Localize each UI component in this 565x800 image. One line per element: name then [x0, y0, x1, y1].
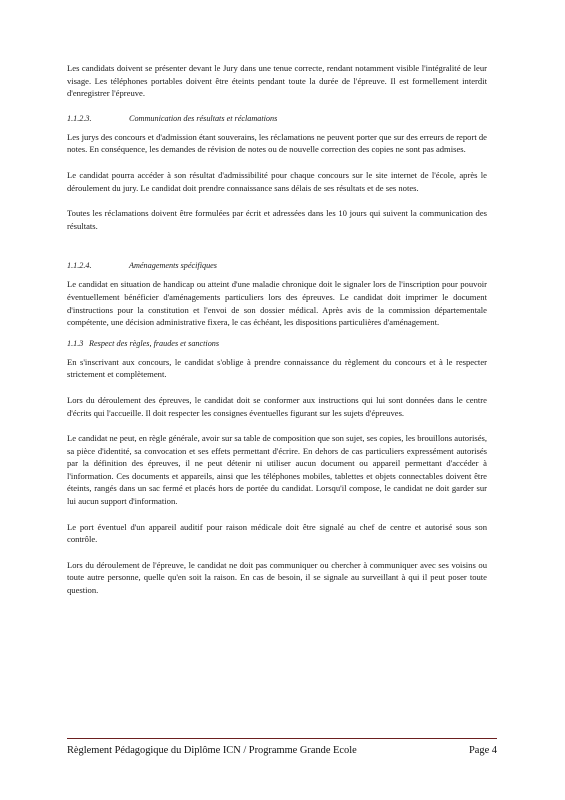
section-heading-regles — [67, 338, 487, 350]
paragraph-inscription: En s'inscrivant aux concours, le candidat s'oblige à prendre connaissance du règlement du concours et à le respecter strictement et complètement. — [67, 356, 487, 380]
section-heading-amenagements — [67, 260, 487, 272]
section-title: Communication des résultats et réclamations — [129, 113, 278, 123]
footer-title: Règlement Pédagogique du Diplôme ICN / Programme Grande Ecole — [67, 745, 357, 756]
page-number: Page 4 — [469, 745, 497, 756]
section-number: 1.1.3 — [67, 338, 84, 348]
document-body — [67, 62, 487, 597]
section-title: Respect des règles, fraudes et sanctions — [89, 338, 220, 348]
paragraph-reclamations: Les jurys des concours et d'admission étant souverains, les réclamations ne peuvent porter que sur des erreurs de report de notes. En conséquence, les demandes de révision de notes ou de nouvelle correction des copies ne sont pas admises. — [67, 131, 487, 155]
section-number: 1.1.2.4. — [67, 261, 92, 271]
paragraph-table-composition: Le candidat ne peut, en règle générale, avoir sur sa table de composition que son sujet, ses copies, les brouillons autorisés, sa pièce d'identité, sa convocation et ses effets permettant d'écrire. En dehors de cas particuliers expressément autorisés par la définition des épreuves, il ne peut détenir ni utiliser aucun document ou appareil permettant d'accéder à l'information. Ces documents et appareils, ainsi que les téléphones mobiles, tablettes et objets connectables doivent être éteints, rangés dans un sac fermé et placés hors de portée du candidat. Lorsqu'il compose, le candidat ne doit garder sur lui aucun support d'information. — [67, 433, 487, 507]
footer-divider — [67, 738, 497, 739]
paragraph-acces-resultat: Le candidat pourra accéder à son résultat d'admissibilité pour chaque concours sur le site internet de l'école, après le déroulement du jury. Le candidat doit prendre connaissance sans délais de ses résultats et de ses notes. — [67, 169, 487, 193]
section-title: Aménagements spécifiques — [129, 261, 217, 271]
paragraph-delai-reclamations: Toutes les réclamations doivent être formulées par écrit et adressées dans les 10 jours qui suivent la communication des résultats. — [67, 208, 487, 231]
paragraph-tenue: Les candidats doivent se présenter devant le Jury dans une tenue correcte, rendant notamment visible l'intégralité de leur visage. Les téléphones portables doivent être éteints pendant toute la durée de l'épreuve. Il est formellement interdit d'enregistrer l'épreuve. — [67, 63, 487, 99]
paragraph-appareil-auditif: Le port éventuel d'un appareil auditif pour raison médicale doit être signalé au chef de centre et autorisé sous son contrôle. — [67, 521, 487, 545]
paragraph-communication: Lors du déroulement de l'épreuve, le candidat ne doit pas communiquer ou chercher à communiquer avec ses voisins ou toute autre personne, quelle qu'en soit la raison. En cas de besoin, il se signale au surveillant à qui il peut poser toute question. — [67, 559, 487, 596]
section-heading-resultats — [67, 113, 487, 125]
paragraph-deroulement: Lors du déroulement des épreuves, le candidat doit se conformer aux instructions qui lui sont données dans le centre d'écrits qui l'accueille. Il doit respecter les consignes éventuelles figurant sur les sujets d'épreuves. — [67, 394, 487, 418]
section-number: 1.1.2.3. — [67, 113, 92, 123]
paragraph-handicap: Le candidat en situation de handicap ou atteint d'une maladie chronique doit le signaler lors de l'inscription pour pouvoir éventuellement bénéficier d'aménagements particuliers lors des épreuves. Le candidat doit imprimer le document d'instructions pour la constitution et l'envoi de son dossier médical. Après avis de la commission départementale compétente, une décision administrative fixera, le cas échéant, les dispositions particulières d'aménagement. — [67, 279, 487, 328]
